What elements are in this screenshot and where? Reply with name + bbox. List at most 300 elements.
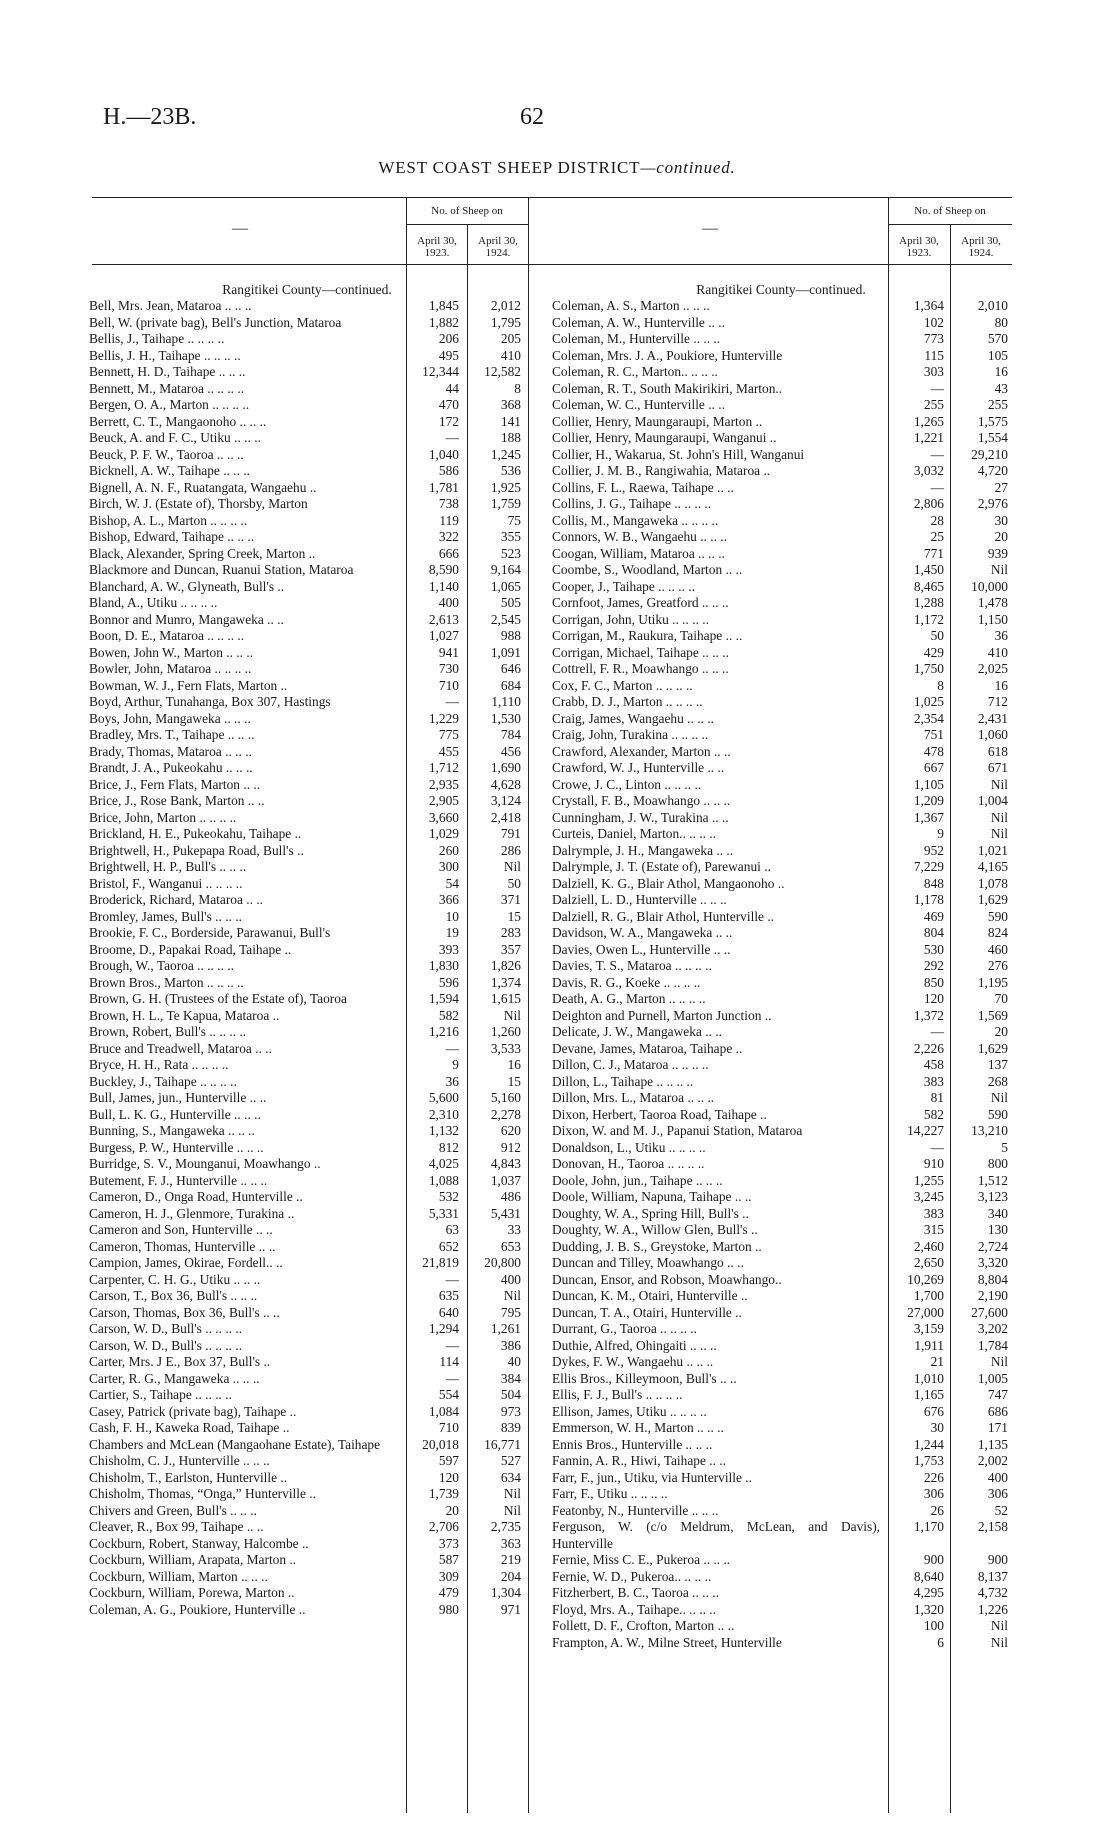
holder-name: Connors, W. B., Wangaehu .. .. .. <box>552 529 727 544</box>
sheep-1924: 12,582 <box>484 364 521 379</box>
table-row <box>89 1140 525 1157</box>
table-row <box>552 1569 1010 1586</box>
sheep-1923: 738 <box>438 496 459 511</box>
center-divider <box>528 197 529 1813</box>
sheep-1923: 115 <box>924 347 944 363</box>
sheep-1923: 1,209 <box>913 793 944 808</box>
holder-name: Fernie, W. D., Pukeroa.. .. .. .. <box>552 1568 712 1584</box>
table-row <box>89 1305 525 1322</box>
table-row <box>552 1635 1010 1652</box>
table-row <box>89 414 525 431</box>
sheep-1923: 1,750 <box>913 661 944 676</box>
sheep-1923: 206 <box>438 331 459 346</box>
sheep-1924: 205 <box>500 331 521 346</box>
sheep-1923: 1,265 <box>913 413 944 429</box>
holder-name: Cox, F. C., Marton .. .. .. .. <box>552 677 693 693</box>
table-row <box>89 694 525 711</box>
sheep-1923: 1,132 <box>428 1123 459 1138</box>
sheep-1923: 1,244 <box>913 1436 944 1452</box>
sheep-1923: 1,040 <box>428 446 459 462</box>
holder-name: Cottrell, F. R., Moawhango .. .. .. <box>552 661 729 676</box>
table-row <box>89 1272 525 1289</box>
sheep-1924: 2,002 <box>977 1453 1008 1468</box>
table-row <box>89 513 525 530</box>
sheep-1923: 63 <box>445 1222 459 1237</box>
table-row <box>89 1288 525 1305</box>
sheep-1923: 1,364 <box>913 298 944 313</box>
holder-name: Black, Alexander, Spring Creek, Marton .. <box>89 545 316 561</box>
table-row <box>552 1239 1010 1256</box>
sheep-1924: 15 <box>507 908 521 924</box>
sheep-1923: 478 <box>923 743 944 759</box>
sheep-1924: 4,628 <box>490 776 521 792</box>
holder-name: Boys, John, Mangaweka .. .. .. <box>89 710 251 726</box>
holder-name: Bennett, H. D., Taihape .. .. .. <box>89 364 246 379</box>
sheep-1924: 2,010 <box>977 298 1008 313</box>
table-row <box>552 1470 1010 1487</box>
sheep-1923: 1,712 <box>428 760 459 775</box>
holder-name: Bennett, M., Mataroa .. .. .. .. <box>89 380 245 396</box>
holder-name: Duncan and Tilley, Moawhango .. .. <box>552 1255 744 1270</box>
sheep-1924: 620 <box>500 1123 521 1138</box>
sheep-1923: 1,084 <box>428 1403 459 1419</box>
holder-name: Coleman, R. T., South Makirikiri, Marton.. <box>552 380 783 396</box>
table-row <box>89 1453 525 1470</box>
table-row <box>552 1206 1010 1223</box>
holder-name: Craig, John, Turakina .. .. .. .. <box>552 727 709 742</box>
page-number: 62 <box>520 104 544 130</box>
table-row <box>552 975 1010 992</box>
table-row <box>552 1255 1010 1272</box>
sheep-1923: 28 <box>930 512 944 528</box>
table-row <box>552 777 1010 794</box>
sheep-1923: 771 <box>923 545 944 561</box>
sheep-1924: 1,554 <box>977 430 1008 445</box>
sheep-1923: 751 <box>923 727 944 742</box>
sheep-1923: 26 <box>930 1502 944 1518</box>
sheep-1923: 652 <box>438 1238 459 1254</box>
sheep-1924: 1,260 <box>490 1024 521 1039</box>
sheep-1923: 322 <box>438 529 459 544</box>
holder-name: Bull, James, jun., Hunterville .. .. <box>89 1090 267 1105</box>
table-row <box>552 1503 1010 1520</box>
sheep-1924: 1,759 <box>490 496 521 511</box>
table-row <box>89 859 525 876</box>
sheep-1924: 204 <box>500 1568 521 1584</box>
holder-name: Davidson, W. A., Mangaweka .. .. <box>552 925 733 940</box>
holder-name: Bristol, F., Wanganui .. .. .. .. <box>89 875 243 891</box>
table-row <box>552 1123 1010 1140</box>
table-row <box>552 1486 1010 1503</box>
holder-name: Dalziell, R. G., Blair Athol, Hunterville .. <box>552 908 775 924</box>
holder-name: Brice, J., Fern Flats, Marton .. .. <box>89 776 261 792</box>
sheep-1924: 1,078 <box>977 875 1008 891</box>
sheep-1924: 4,165 <box>977 859 1008 874</box>
holder-name: Fitzherbert, B. C., Taoroa .. .. .. <box>552 1585 719 1600</box>
sheep-1924: 2,735 <box>490 1519 521 1534</box>
sheep-1924: 340 <box>987 1205 1008 1221</box>
sheep-1924: 684 <box>500 677 521 693</box>
sheep-1924: 400 <box>987 1469 1008 1485</box>
holder-name: Carson, W. D., Bull's .. .. .. .. <box>89 1321 243 1336</box>
sheep-1923: 532 <box>438 1189 459 1204</box>
table-row <box>552 628 1010 645</box>
table-row <box>89 876 525 893</box>
sheep-1923: — <box>930 1024 944 1039</box>
table-row <box>552 1404 1010 1421</box>
sheep-1923: 20,018 <box>422 1436 459 1452</box>
holder-name: Davies, Owen L., Hunterville .. .. <box>552 941 731 957</box>
holder-name: Crawford, Alexander, Marton .. .. <box>552 743 731 759</box>
sheep-1924: 368 <box>500 397 521 412</box>
table-row <box>552 612 1010 629</box>
sheep-1923: 3,245 <box>913 1189 944 1204</box>
sheep-1923: 260 <box>438 842 459 858</box>
sheep-1924: 3,124 <box>490 793 521 808</box>
table-row <box>552 480 1010 497</box>
table-row <box>552 942 1010 959</box>
holder-name: Corrigan, M., Raukura, Taihape .. .. <box>552 628 743 643</box>
table-row <box>552 430 1010 447</box>
sheep-1923: 554 <box>438 1387 459 1402</box>
holder-name: Berrett, C. T., Mangaonoho .. .. .. <box>89 413 267 429</box>
table-row <box>89 1123 525 1140</box>
table-row <box>552 1140 1010 1157</box>
holder-name: Emmerson, W. H., Marton .. .. .. <box>552 1420 724 1435</box>
sheep-1923: 393 <box>438 941 459 957</box>
holder-name: Cockburn, William, Arapata, Marton .. <box>89 1552 297 1567</box>
sheep-1924: 2,418 <box>490 809 521 825</box>
table-row <box>89 562 525 579</box>
sheep-1924: Nil <box>990 809 1008 825</box>
sheep-1923: 21 <box>930 1354 944 1369</box>
sheep-1923: 8,590 <box>428 562 459 577</box>
sheep-1923: 2,460 <box>913 1238 944 1254</box>
sheep-1924: 2,278 <box>490 1106 521 1122</box>
holder-name: Cockburn, Robert, Stanway, Halcombe .. <box>89 1535 309 1551</box>
table-row <box>89 810 525 827</box>
holder-name: Burridge, S. V., Mounganui, Moawhango .. <box>89 1156 321 1171</box>
sheep-1923: 1,165 <box>913 1387 944 1402</box>
holder-name: Brown Bros., Marton .. .. .. .. <box>89 974 244 990</box>
table-row <box>89 744 525 761</box>
table-row <box>552 991 1010 1008</box>
holder-name: Follett, D. F., Crofton, Marton .. .. <box>552 1618 735 1633</box>
sheep-1924: 5 <box>1001 1139 1008 1155</box>
sheep-1923: 1,029 <box>428 826 459 841</box>
table-row <box>89 364 525 381</box>
holder-name: Brough, W., Taoroa .. .. .. .. <box>89 958 234 973</box>
holder-name: Bignell, A. N. F., Ruatangata, Wangaehu .. <box>89 479 317 495</box>
sheep-1924: 4,720 <box>977 463 1008 478</box>
table-row <box>552 1074 1010 1091</box>
sheep-1923: 30 <box>930 1420 944 1435</box>
sheep-1923: 848 <box>923 875 944 891</box>
sheep-1923: 44 <box>445 380 459 396</box>
holder-name: Beuck, A. and F. C., Utiku .. .. .. <box>89 430 261 445</box>
table-row <box>89 1420 525 1437</box>
sheep-1923: 10,269 <box>907 1271 944 1287</box>
holder-name: Collier, H., Wakarua, St. John's Hill, Wanganui <box>552 446 805 462</box>
table-row <box>552 826 1010 843</box>
table-row <box>552 1288 1010 1305</box>
sheep-1923: 666 <box>438 545 459 561</box>
sheep-1924: 105 <box>987 347 1008 363</box>
left-col1-header: April 30, 1923. <box>417 235 457 259</box>
table-row <box>89 1602 525 1619</box>
holder-name: Coleman, A. S., Marton .. .. .. <box>552 298 710 313</box>
sheep-1924: 4,732 <box>977 1585 1008 1600</box>
table-row <box>89 430 525 447</box>
sheep-1924: 2,545 <box>490 611 521 627</box>
table-row <box>552 1156 1010 1173</box>
sheep-1924: 1,569 <box>977 1007 1008 1023</box>
sheep-1923: 120 <box>923 991 944 1006</box>
sheep-1924: 1,374 <box>490 974 521 990</box>
sheep-1924: 268 <box>987 1073 1008 1089</box>
table-row <box>89 298 525 315</box>
table-row <box>552 1618 1010 1635</box>
holder-name: Carson, W. D., Bull's .. .. .. .. <box>89 1337 243 1353</box>
holder-name: Dudding, J. B. S., Greystoke, Marton .. <box>552 1238 762 1254</box>
sheep-1923: 1,372 <box>913 1007 944 1023</box>
sheep-1923: 850 <box>923 974 944 990</box>
sheep-1924: 141 <box>500 413 521 429</box>
sheep-1923: 773 <box>923 331 944 346</box>
sheep-1924: 8 <box>514 380 521 396</box>
table-row <box>552 1552 1010 1569</box>
table-row <box>552 496 1010 513</box>
holder-name: Bergen, O. A., Marton .. .. .. .. <box>89 397 250 412</box>
sheep-1923: — <box>445 1271 459 1287</box>
table-row <box>89 1222 525 1239</box>
table-row <box>89 447 525 464</box>
holder-name: Butement, F. J., Hunterville .. .. .. <box>89 1172 268 1188</box>
sheep-1924: 286 <box>500 842 521 858</box>
holder-name: Ferguson, W. (c/o Meldrum, McLean, and Davis), Hunterville <box>552 1519 880 1551</box>
sheep-1923: — <box>445 1337 459 1353</box>
sheep-1924: 16,771 <box>484 1436 521 1452</box>
sheep-1923: 50 <box>930 628 944 643</box>
table-row <box>89 1156 525 1173</box>
sheep-1924: Nil <box>503 1288 521 1303</box>
sheep-1923: — <box>930 479 944 495</box>
sheep-1923: 2,354 <box>913 710 944 726</box>
sheep-1924: 2,190 <box>977 1288 1008 1303</box>
sheep-1923: 530 <box>923 941 944 957</box>
table-row <box>552 331 1010 348</box>
holder-name: Collier, Henry, Maungaraupi, Wanganui .. <box>552 430 777 445</box>
table-row <box>89 1041 525 1058</box>
sheep-1923: 980 <box>438 1601 459 1617</box>
table-row <box>89 397 525 414</box>
table-row <box>552 546 1010 563</box>
holder-name: Corrigan, John, Utiku .. .. .. .. <box>552 611 709 627</box>
table-row <box>552 414 1010 431</box>
sheep-1923: 804 <box>923 925 944 940</box>
sheep-1923: 255 <box>923 397 944 412</box>
sheep-1924: 43 <box>994 380 1008 396</box>
holder-name: Farr, F., jun., Utiku, via Hunterville .. <box>552 1469 752 1485</box>
sheep-1924: 1,575 <box>977 413 1008 429</box>
table-row <box>552 595 1010 612</box>
table-row <box>89 678 525 695</box>
holder-name: Bryce, H. H., Rata .. .. .. .. <box>89 1057 229 1072</box>
sheep-1923: 81 <box>930 1090 944 1105</box>
table-row <box>552 463 1010 480</box>
sheep-1923: 667 <box>923 760 944 775</box>
table-row <box>89 381 525 398</box>
holder-name: Chisholm, C. J., Hunterville .. .. .. <box>89 1453 270 1468</box>
sheep-1924: 1,060 <box>977 727 1008 742</box>
holder-name: Cameron, H. J., Glenmore, Turakina .. <box>89 1205 295 1221</box>
sheep-1924: 504 <box>500 1387 521 1402</box>
sheep-1924: 839 <box>500 1420 521 1435</box>
sheep-1923: 54 <box>445 875 459 891</box>
sheep-1923: 119 <box>439 512 459 528</box>
table-row <box>552 1519 1010 1552</box>
sheep-1923: 8 <box>937 677 944 693</box>
sheep-1923: 1,753 <box>913 1453 944 1468</box>
sheep-1924: 363 <box>500 1535 521 1551</box>
page-title <box>0 158 1114 178</box>
holder-name: Carson, Thomas, Box 36, Bull's .. .. <box>89 1304 280 1320</box>
holder-name: Davis, R. G., Koeke .. .. .. .. <box>552 974 701 990</box>
holder-name: Collins, F. L., Raewa, Taihape .. .. <box>552 479 734 495</box>
table-row <box>552 298 1010 315</box>
table-row <box>552 678 1010 695</box>
holder-name: Donovan, H., Taoroa .. .. .. .. <box>552 1156 705 1171</box>
sheep-1923: 315 <box>923 1222 944 1237</box>
sheep-1923: 596 <box>438 974 459 990</box>
sheep-1924: 3,533 <box>490 1040 521 1056</box>
table-row <box>552 1107 1010 1124</box>
holder-name: Blackmore and Duncan, Ruanui Station, Mataroa <box>89 562 354 577</box>
holder-name: Brice, John, Marton .. .. .. .. <box>89 809 237 825</box>
holder-name: Dixon, Herbert, Taoroa Road, Taihape .. <box>552 1106 767 1122</box>
sheep-1923: 4,025 <box>428 1156 459 1171</box>
table-row <box>89 991 525 1008</box>
sheep-1924: 15 <box>507 1073 521 1089</box>
sheep-1923: 20 <box>445 1502 459 1518</box>
sheep-1923: 1,367 <box>913 809 944 825</box>
sheep-1923: 8,640 <box>913 1568 944 1584</box>
table-row <box>552 1041 1010 1058</box>
sheep-1923: 470 <box>438 397 459 412</box>
sheep-1923: 303 <box>923 364 944 379</box>
holder-name: Campion, James, Okirae, Fordell.. .. <box>89 1255 283 1270</box>
sheep-1923: 640 <box>438 1304 459 1320</box>
sheep-1924: 1,512 <box>977 1172 1008 1188</box>
holder-name: Devane, James, Mataroa, Taihape .. <box>552 1040 743 1056</box>
holder-name: Cartier, S., Taihape .. .. .. .. <box>89 1387 232 1402</box>
sheep-1923: 1,294 <box>428 1321 459 1336</box>
table-row <box>89 1486 525 1503</box>
sheep-1924: 1,150 <box>977 611 1008 627</box>
table-row <box>89 1008 525 1025</box>
sheep-1923: 172 <box>438 413 459 429</box>
table-row <box>552 1090 1010 1107</box>
table-row <box>552 876 1010 893</box>
sheep-1924: 1,005 <box>977 1370 1008 1386</box>
sheep-1923: 36 <box>445 1073 459 1089</box>
holder-name: Ellis, F. J., Bull's .. .. .. .. <box>552 1387 683 1402</box>
right-name-header: — <box>702 220 718 237</box>
sheep-1924: 536 <box>500 463 521 478</box>
sheep-1924: 355 <box>500 529 521 544</box>
sheep-1924: 971 <box>500 1601 521 1617</box>
sheep-1923: 582 <box>438 1007 459 1023</box>
holder-name: Ennis Bros., Hunterville .. .. .. <box>552 1436 713 1452</box>
sheep-1923: 900 <box>923 1552 944 1567</box>
sheep-1924: 824 <box>987 925 1008 940</box>
table-row <box>89 909 525 926</box>
table-row <box>552 381 1010 398</box>
holder-name: Duncan, T. A., Otairi, Hunterville .. <box>552 1304 742 1320</box>
sheep-1924: 747 <box>987 1387 1008 1402</box>
holder-name: Cockburn, William, Marton .. .. .. <box>89 1568 268 1584</box>
sheep-1924: 2,025 <box>977 661 1008 676</box>
sheep-1923: 373 <box>438 1535 459 1551</box>
table-row <box>89 1519 525 1536</box>
sheep-1924: 40 <box>507 1354 521 1369</box>
sheep-1924: 1,478 <box>977 595 1008 610</box>
holder-name: Cooper, J., Taihape .. .. .. .. <box>552 578 695 594</box>
sheep-1924: 1,065 <box>490 578 521 594</box>
sheep-1924: 410 <box>987 644 1008 660</box>
sheep-1924: 912 <box>500 1139 521 1155</box>
sheep-1924: 1,304 <box>490 1585 521 1600</box>
sheep-1924: 1,226 <box>977 1601 1008 1617</box>
sheep-1924: 384 <box>500 1370 521 1386</box>
sheep-1924: 20 <box>994 529 1008 544</box>
table-row <box>552 529 1010 546</box>
table-row <box>552 925 1010 942</box>
table-row <box>552 315 1010 332</box>
sheep-1924: 1,195 <box>977 974 1008 990</box>
sheep-1923: 1,216 <box>428 1024 459 1039</box>
table-row <box>89 1338 525 1355</box>
sheep-1923: — <box>445 430 459 445</box>
sheep-1923: 952 <box>923 842 944 858</box>
table-row <box>89 546 525 563</box>
holder-name: Dalziell, K. G., Blair Athol, Mangaonoho .. <box>552 875 785 891</box>
sheep-1923: 226 <box>923 1469 944 1485</box>
sheep-1924: Nil <box>990 776 1008 792</box>
sheep-1923: 1,025 <box>913 694 944 709</box>
table-row <box>89 1107 525 1124</box>
holder-name: Doughty, W. A., Willow Glen, Bull's .. <box>552 1222 758 1237</box>
holder-name: Ellis Bros., Killeymoon, Bull's .. .. <box>552 1370 737 1386</box>
holder-name: Fernie, Miss C. E., Pukeroa .. .. .. <box>552 1552 731 1567</box>
table-row <box>552 727 1010 744</box>
sheep-1923: 300 <box>438 859 459 874</box>
sheep-1924: 357 <box>500 941 521 957</box>
holder-name: Crabb, D. J., Marton .. .. .. .. <box>552 694 703 709</box>
title-main: WEST COAST SHEEP DISTRICT <box>378 158 641 177</box>
sheep-1923: 1,594 <box>428 991 459 1006</box>
sheep-1924: Nil <box>503 859 521 874</box>
sheep-1924: 653 <box>500 1238 521 1254</box>
sheep-1924: Nil <box>503 1486 521 1501</box>
sheep-1924: 410 <box>500 347 521 363</box>
holder-name: Carter, R. G., Mangaweka .. .. .. <box>89 1370 260 1386</box>
table-row <box>552 909 1010 926</box>
holder-name: Crawford, W. J., Hunterville .. .. <box>552 760 725 775</box>
sheep-1923: 3,032 <box>913 463 944 478</box>
table-row <box>89 1387 525 1404</box>
holder-name: Brady, Thomas, Mataroa .. .. .. <box>89 743 252 759</box>
